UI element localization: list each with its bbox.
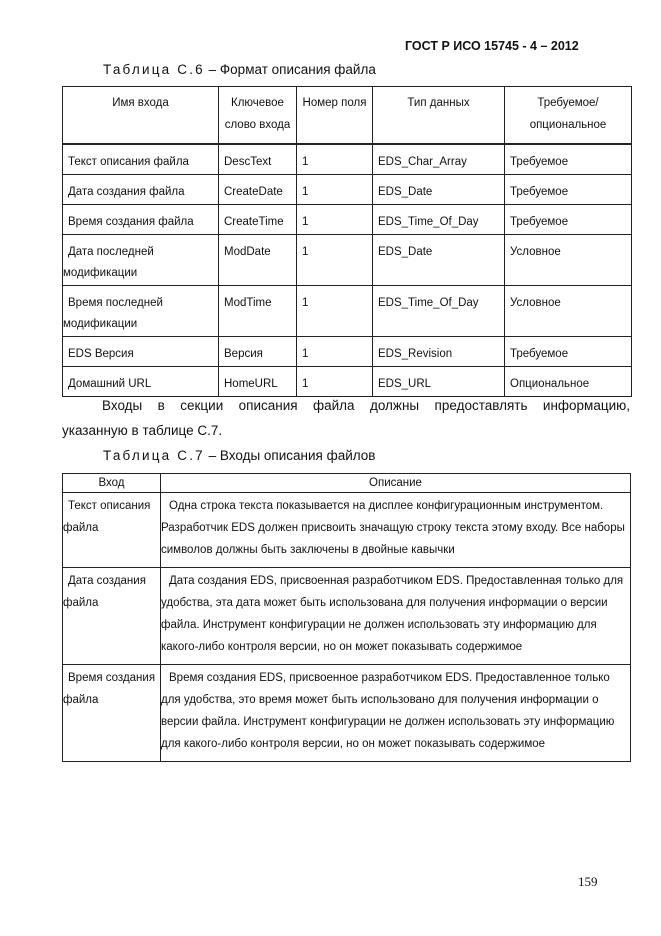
entry-name: EDS Версия (63, 337, 219, 367)
field-number: 1 (297, 337, 373, 367)
entry-name: Дата создания файла (63, 568, 161, 665)
table-row (63, 665, 631, 762)
entry-description (161, 665, 631, 762)
data-type: EDS_Time_Of_Day (373, 205, 505, 235)
field-number: 1 (297, 235, 373, 286)
column-header: Ключевое слово входа (219, 87, 297, 145)
entry-name: Текст описания файла (63, 493, 161, 568)
table-row (63, 205, 632, 235)
table-c7-label: Таблица С.7 (103, 448, 205, 463)
field-number: 1 (297, 144, 373, 175)
table-c7-title: – Входы описания файлов (204, 448, 376, 463)
table-c6 (62, 86, 632, 397)
table-c6-title: – Формат описания файла (204, 62, 376, 77)
page-number: 159 (578, 874, 598, 889)
requirement: Условное (505, 286, 632, 337)
entry-name: Дата последней модификации (63, 235, 219, 286)
table-c7-caption (103, 448, 375, 463)
entry-keyword: HomeURL (219, 367, 297, 397)
table-row (63, 367, 632, 397)
data-type: EDS_URL (373, 367, 505, 397)
standard-header: ГОСТ Р ИСО 15745 - 4 – 2012 (405, 39, 579, 53)
table-header-row (63, 87, 632, 145)
data-type: EDS_Time_Of_Day (373, 286, 505, 337)
description-text: Одна строка текста показывается на дисплее конфигурационным инструментом. Разработчик EDS должен присвоить значащую строку текста этому входу. Все наборы символов должны быть заключены в двойные кавычки (161, 500, 625, 556)
table-row (63, 493, 631, 568)
table-header-row (63, 474, 631, 493)
entry-description (161, 568, 631, 665)
table-row (63, 568, 631, 665)
entry-name: Время создания файла (63, 205, 219, 235)
field-number: 1 (297, 175, 373, 205)
table-row (63, 175, 632, 205)
paragraph-line-2: указанную в таблице С.7. (62, 423, 223, 438)
field-number: 1 (297, 367, 373, 397)
table-row (63, 337, 632, 367)
entry-name: Дата создания файла (63, 175, 219, 205)
table-c7 (62, 473, 631, 762)
column-header: Имя входа (63, 87, 219, 145)
field-number: 1 (297, 205, 373, 235)
entry-name: Домашний URL (63, 367, 219, 397)
requirement: Опциональное (505, 367, 632, 397)
column-header: Тип данных (373, 87, 505, 145)
requirement: Условное (505, 235, 632, 286)
description-text: Дата создания EDS, присвоенная разработчиком EDS. Предоставленная только для удобства, эта дата может быть использована для получения информации о версии файла. Инструмент конфигурации не должен использовать эту информацию для какого-либо контроля версии, но он может показывать содержимое (161, 575, 624, 653)
entry-keyword: ModTime (219, 286, 297, 337)
data-type: EDS_Date (373, 235, 505, 286)
data-type: EDS_Revision (373, 337, 505, 367)
requirement: Требуемое (505, 337, 632, 367)
entry-keyword: CreateDate (219, 175, 297, 205)
field-number: 1 (297, 286, 373, 337)
column-header: Требуемое/ опциональное (505, 87, 632, 145)
paragraph-line-1: Входы в секции описания файла должны предоставлять информацию, (102, 398, 630, 413)
table-row (63, 235, 632, 286)
table-c6-caption (103, 62, 376, 77)
table-row (63, 286, 632, 337)
table-c6-label: Таблица С.6 (103, 62, 205, 77)
entry-name: Время создания файла (63, 665, 161, 762)
requirement: Требуемое (505, 175, 632, 205)
column-header: Вход (63, 474, 161, 493)
column-header: Номер поля (297, 87, 373, 145)
requirement: Требуемое (505, 205, 632, 235)
entry-keyword: CreateTime (219, 205, 297, 235)
entry-name: Текст описания файла (63, 144, 219, 175)
entry-name: Время последней модификации (63, 286, 219, 337)
description-text: Время создания EDS, присвоенное разработчиком EDS. Предоставленное только для удобства, это время может быть использовано для получения информации о версии файла. Инструмент конфигурации не должен использовать эту информацию для какого-либо контроля версии, но он может показывать содержимое (161, 672, 615, 750)
data-type: EDS_Date (373, 175, 505, 205)
table-row (63, 144, 632, 175)
column-header: Описание (161, 474, 631, 493)
entry-description (161, 493, 631, 568)
entry-keyword: ModDate (219, 235, 297, 286)
entry-keyword: Версия (219, 337, 297, 367)
requirement: Требуемое (505, 144, 632, 175)
data-type: EDS_Char_Array (373, 144, 505, 175)
entry-keyword: DescText (219, 144, 297, 175)
body-paragraph (62, 393, 630, 443)
